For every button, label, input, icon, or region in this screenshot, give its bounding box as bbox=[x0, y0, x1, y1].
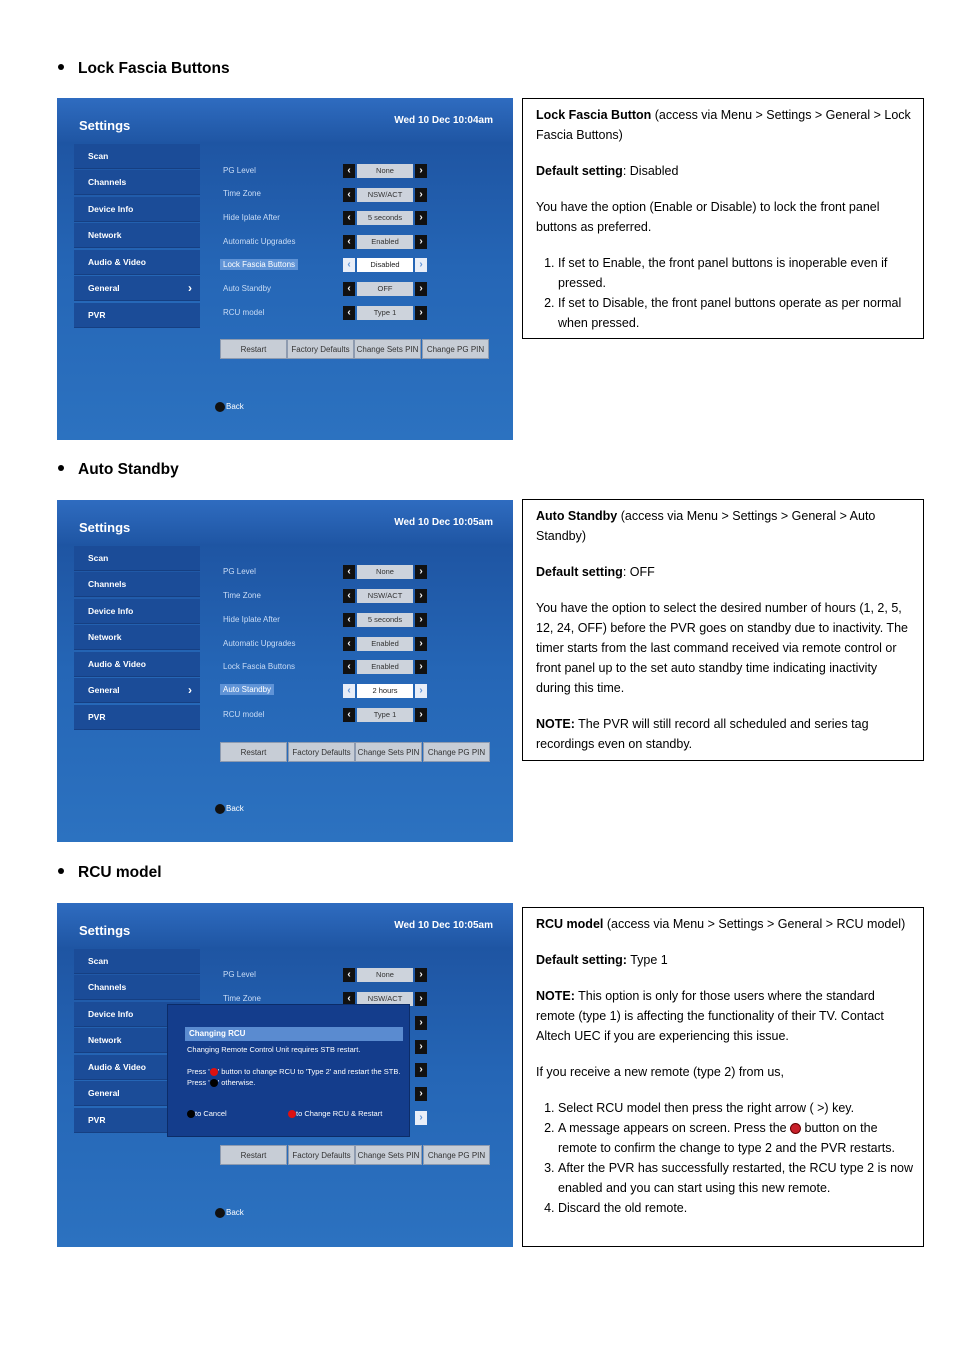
tv-screenshot-rcu-model bbox=[57, 903, 513, 1247]
menu-item-audio-video[interactable]: Audio & Video bbox=[74, 652, 200, 677]
section-heading-auto-standby: Auto Standby bbox=[58, 461, 179, 479]
section-heading-lock-fascia: Lock Fascia Buttons bbox=[58, 60, 230, 78]
row-label: PG Level bbox=[223, 970, 256, 979]
bullet-icon bbox=[58, 868, 64, 874]
info-box-auto-standby: Auto Standby (access via Menu > Settings > General > Auto Standby) Default setting: OFF You have the option to select the desired number of hours (1, 2, 5, 12, 24, OFF) before the PVR goes on standby due to inactivity. The timer starts from the last command received via remote control or front panel up to the set auto standby time indicating inactivity during this time. NOTE: The PVR will still record all scheduled and series tag recordings even on standby. bbox=[522, 499, 924, 761]
chevron-right-icon[interactable]: › bbox=[415, 211, 427, 225]
row-spinner[interactable]: ‹ Enabled › bbox=[343, 235, 427, 249]
change-pg-pin-button[interactable]: Change PG PIN bbox=[422, 339, 489, 359]
red-key-icon bbox=[288, 1110, 296, 1118]
chevron-right-icon[interactable]: › bbox=[415, 565, 427, 579]
chevron-right-icon[interactable]: › bbox=[415, 282, 427, 296]
bullet-icon bbox=[58, 465, 64, 471]
row-spinner[interactable]: ‹ 5 seconds › bbox=[343, 211, 427, 225]
menu-item-scan[interactable]: Scan bbox=[74, 546, 200, 571]
row-label: Time Zone bbox=[223, 994, 261, 1003]
menu-item-pvr[interactable]: PVR bbox=[74, 705, 200, 730]
dialog-instruction: Press ' ' button to change RCU to 'Type 2' and restart the STB. bbox=[187, 1067, 401, 1076]
screen-date: Wed 10 Dec 10:05am bbox=[394, 920, 493, 931]
restart-button[interactable]: Restart bbox=[220, 339, 287, 359]
chevron-left-icon[interactable]: ‹ bbox=[343, 565, 355, 579]
row-label: Hide Iplate After bbox=[223, 615, 280, 624]
menu-item-audio-video[interactable]: Audio & Video bbox=[74, 250, 200, 275]
restart-button[interactable]: Restart bbox=[220, 742, 287, 762]
chevron-right-icon[interactable]: › bbox=[415, 589, 427, 603]
chevron-left-icon[interactable]: ‹ bbox=[343, 306, 355, 320]
menu-item-device-info[interactable]: Device Info bbox=[74, 197, 200, 222]
chevron-right-icon[interactable]: › bbox=[415, 1040, 427, 1054]
list-item: 2. If set to Disable, the front panel buttons operate as per normal when pressed. bbox=[558, 293, 913, 333]
chevron-right-icon: › bbox=[188, 281, 192, 295]
chevron-left-icon[interactable]: ‹ bbox=[343, 968, 355, 982]
chevron-right-icon[interactable]: › bbox=[415, 613, 427, 627]
row-spinner[interactable]: ‹ NSW/ACT › bbox=[343, 589, 427, 603]
row-spinner-selected[interactable]: ‹ Disabled › bbox=[343, 258, 427, 272]
exit-button-icon bbox=[210, 1079, 218, 1087]
change-pg-pin-button[interactable]: Change PG PIN bbox=[423, 742, 490, 762]
menu-item-device-info[interactable]: Device Info bbox=[74, 599, 200, 624]
row-label: RCU model bbox=[223, 308, 265, 317]
factory-defaults-button[interactable]: Factory Defaults bbox=[288, 742, 355, 762]
row-spinner[interactable]: ‹ None › bbox=[343, 968, 427, 982]
chevron-left-icon[interactable]: ‹ bbox=[343, 211, 355, 225]
row-spinner[interactable]: ‹ OFF › bbox=[343, 282, 427, 296]
chevron-right-icon[interactable]: › bbox=[415, 235, 427, 249]
list-item: 1. If set to Enable, the front panel buttons is inoperable even if pressed. bbox=[558, 253, 913, 293]
dialog-message: Changing Remote Control Unit requires STB restart. bbox=[187, 1045, 361, 1054]
chevron-right-icon[interactable]: › bbox=[415, 188, 427, 202]
list-item: 3. After the PVR has successfully restarted, the RCU type 2 is now enabled and you can start using this new remote. bbox=[558, 1158, 913, 1198]
row-label: Automatic Upgrades bbox=[223, 237, 296, 246]
screen-title: Settings bbox=[79, 118, 131, 133]
menu-item-channels[interactable]: Channels bbox=[74, 572, 200, 597]
dialog-title: Changing RCU bbox=[185, 1027, 403, 1041]
screen-date: Wed 10 Dec 10:04am bbox=[394, 115, 493, 126]
dialog-instruction: Press ' ' otherwise. bbox=[187, 1078, 256, 1087]
info-box-lock-fascia: Lock Fascia Button (access via Menu > Settings > General > Lock Fascia Buttons) Default setting: Disabled You have the option (Enable or Disable) to lock the front panel buttons as preferred. 1. If set to Enable, the front panel buttons is inoperable even if pressed. 2. If set to Disable, the front panel buttons operate as per normal when pressed. bbox=[522, 98, 924, 339]
menu-item-channels[interactable]: Channels bbox=[74, 170, 200, 195]
settings-menu bbox=[74, 142, 200, 328]
list-item: 4. Discard the old remote. bbox=[558, 1198, 913, 1218]
back-key-icon bbox=[215, 402, 225, 412]
row-spinner[interactable]: ‹ None › bbox=[343, 565, 427, 579]
menu-item-general[interactable]: General bbox=[74, 1081, 200, 1106]
back-button[interactable]: Back bbox=[215, 402, 244, 412]
tv-screenshot-auto-standby bbox=[57, 500, 513, 842]
row-spinner[interactable]: ‹ Type 1 › bbox=[343, 306, 427, 320]
chevron-left-icon[interactable]: ‹ bbox=[343, 235, 355, 249]
factory-defaults-button[interactable]: Factory Defaults bbox=[287, 339, 354, 359]
row-spinner[interactable]: ‹ NSW/ACT › bbox=[343, 992, 427, 1006]
chevron-left-icon[interactable]: ‹ bbox=[343, 188, 355, 202]
screen-title: Settings bbox=[79, 520, 131, 535]
row-spinner[interactable]: ‹ Type 1 › bbox=[343, 708, 427, 722]
chevron-right-icon[interactable]: › bbox=[415, 1016, 427, 1030]
bullet-icon bbox=[58, 64, 64, 70]
menu-item-channels[interactable]: Channels bbox=[74, 975, 200, 1000]
chevron-right-icon[interactable]: › bbox=[415, 258, 427, 272]
back-key-icon bbox=[215, 804, 225, 814]
menu-item-pvr[interactable]: PVR bbox=[74, 303, 200, 328]
cancel-option[interactable]: to Cancel bbox=[187, 1109, 227, 1118]
chevron-left-icon[interactable]: ‹ bbox=[343, 258, 355, 272]
menu-item-pvr[interactable]: PVR bbox=[74, 1108, 200, 1133]
menu-item-network[interactable]: Network bbox=[74, 625, 200, 650]
numbered-list bbox=[536, 253, 913, 333]
chevron-left-icon[interactable]: ‹ bbox=[343, 660, 355, 674]
chevron-right-icon[interactable]: › bbox=[415, 164, 427, 178]
chevron-left-icon[interactable]: ‹ bbox=[343, 164, 355, 178]
factory-defaults-button[interactable]: Factory Defaults bbox=[288, 1145, 355, 1165]
back-button[interactable]: Back bbox=[215, 1208, 244, 1218]
chevron-right-icon: › bbox=[188, 683, 192, 697]
numbered-list bbox=[536, 1098, 913, 1218]
chevron-left-icon[interactable]: ‹ bbox=[343, 992, 355, 1006]
chevron-right-icon[interactable]: › bbox=[415, 968, 427, 982]
row-label-selected: Auto Standby bbox=[220, 684, 274, 695]
change-pg-pin-button[interactable]: Change PG PIN bbox=[423, 1145, 490, 1165]
chevron-left-icon[interactable]: ‹ bbox=[343, 282, 355, 296]
chevron-right-icon[interactable]: › bbox=[415, 306, 427, 320]
row-spinner[interactable]: ‹ Enabled › bbox=[343, 660, 427, 674]
chevron-right-icon[interactable]: › bbox=[415, 708, 427, 722]
chevron-right-icon[interactable]: › bbox=[415, 1087, 427, 1101]
row-label: Lock Fascia Buttons bbox=[223, 662, 296, 671]
row-label: Time Zone bbox=[223, 591, 261, 600]
menu-item-general[interactable]: General › bbox=[74, 678, 200, 703]
menu-item-scan[interactable]: Scan bbox=[74, 144, 200, 169]
settings-menu bbox=[74, 544, 200, 730]
change-sets-pin-button[interactable]: Change Sets PIN bbox=[355, 742, 422, 762]
row-label: Hide Iplate After bbox=[223, 213, 280, 222]
chevron-left-icon[interactable]: ‹ bbox=[343, 613, 355, 627]
row-label: Time Zone bbox=[223, 189, 261, 198]
menu-item-general[interactable]: General › bbox=[74, 276, 200, 301]
menu-item-audio-video[interactable]: Audio & Video bbox=[74, 1055, 200, 1080]
chevron-right-icon[interactable]: › bbox=[415, 637, 427, 651]
restart-button[interactable]: Restart bbox=[220, 1145, 287, 1165]
tv-screenshot-lock-fascia bbox=[57, 98, 513, 440]
back-key-icon bbox=[215, 1208, 225, 1218]
screen-title: Settings bbox=[79, 923, 131, 938]
chevron-right-icon[interactable]: › bbox=[415, 1063, 427, 1077]
menu-item-device-info[interactable]: Device Info bbox=[74, 1002, 200, 1027]
list-item: 1. Select RCU model then press the right arrow ( >) key. bbox=[558, 1098, 913, 1118]
row-spinner-selected[interactable]: ‹ 2 hours › bbox=[343, 684, 427, 698]
row-spinner[interactable]: ‹ 5 seconds › bbox=[343, 613, 427, 627]
chevron-right-icon[interactable]: › bbox=[415, 1111, 427, 1125]
red-button-icon bbox=[210, 1068, 218, 1076]
row-label-selected: Lock Fascia Buttons bbox=[220, 259, 298, 270]
row-spinner[interactable]: ‹ Enabled › bbox=[343, 637, 427, 651]
info-box-rcu-model: RCU model (access via Menu > Settings > General > RCU model) Default setting: Type 1 NOTE: This option is only for those users where the standard remote (type 1) is affecting the functionality of their TV. Contact Altech UEC if you are experiencing this issue. If you receive a new remote (type 2) from us, 1. Select RCU model then press the right arrow ( >) key. 2. A message appears on screen. Press the button on the remote to confirm the change to type 2 and the PVR restarts. 3. After the PVR has successfully restarted, the RCU type 2 is now enabled and you can start using this new remote. 4. Discard the old remote. bbox=[522, 907, 924, 1247]
section-heading-rcu-model: RCU model bbox=[58, 864, 162, 882]
row-label: Automatic Upgrades bbox=[223, 639, 296, 648]
chevron-left-icon[interactable]: ‹ bbox=[343, 637, 355, 651]
menu-item-network[interactable]: Network bbox=[74, 1028, 200, 1053]
menu-item-network[interactable]: Network bbox=[74, 223, 200, 248]
change-sets-pin-button[interactable]: Change Sets PIN bbox=[355, 1145, 422, 1165]
row-spinner[interactable]: ‹ None › bbox=[343, 164, 427, 178]
chevron-left-icon[interactable]: ‹ bbox=[343, 708, 355, 722]
chevron-left-icon[interactable]: ‹ bbox=[343, 684, 355, 698]
menu-item-scan[interactable]: Scan bbox=[74, 949, 200, 974]
list-item: 2. A message appears on screen. Press the button on the remote to confirm the change to type 2 and the PVR restarts. bbox=[558, 1118, 913, 1158]
exit-key-icon bbox=[187, 1110, 195, 1118]
row-spinner[interactable]: ‹ NSW/ACT › bbox=[343, 188, 427, 202]
row-label: PG Level bbox=[223, 166, 256, 175]
change-sets-pin-button[interactable]: Change Sets PIN bbox=[354, 339, 421, 359]
chevron-left-icon[interactable]: ‹ bbox=[343, 589, 355, 603]
change-rcu-restart-option[interactable]: to Change RCU & Restart bbox=[288, 1109, 382, 1118]
row-label: RCU model bbox=[223, 710, 265, 719]
row-label: Auto Standby bbox=[223, 284, 272, 293]
chevron-right-icon[interactable]: › bbox=[415, 992, 427, 1006]
changing-rcu-dialog bbox=[167, 1004, 410, 1137]
chevron-right-icon[interactable]: › bbox=[415, 684, 427, 698]
chevron-right-icon[interactable]: › bbox=[415, 660, 427, 674]
screen-date: Wed 10 Dec 10:05am bbox=[394, 517, 493, 528]
back-button[interactable]: Back bbox=[215, 804, 244, 814]
red-button-icon bbox=[790, 1123, 801, 1134]
row-label: PG Level bbox=[223, 567, 256, 576]
